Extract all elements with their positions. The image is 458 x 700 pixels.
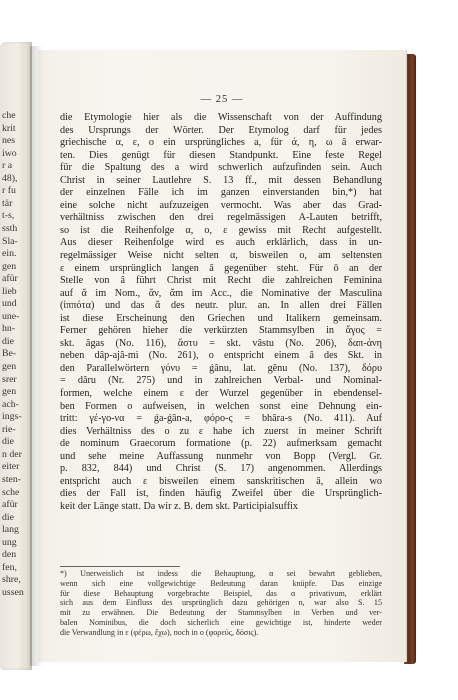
footnote [60,569,382,637]
left-page-fragment: n der [2,448,22,460]
left-page-fragment: eiter [2,461,20,473]
left-page-fragment: Be- [2,348,17,360]
text-line: keit der Länge statt. Da wir z. B. dem skt. Participialsuffix [60,500,299,512]
footnote-line: die Verwandlung in ε (φέρω, ἔχω), noch in ο (φορεύς, δόσις). [60,627,259,637]
left-page-fragment: iwo [2,147,17,159]
previous-page-edge [0,42,32,670]
left-page-fragment: afür [2,499,18,511]
left-page-fragment: ein. [2,248,17,260]
text-line: auf ᾰ im Nom., ᾰν, ᾰm im Acc., die Nominative der Masculina [60,287,382,299]
text-line: griechische α, ε, ο ein ursprüngliches a, für ά, η, ω â erwar- [60,137,382,149]
text-line: dies der Fall ist, finden häufig Zweifel über die Ursprünglich- [60,488,382,500]
left-page-fragment: hn- [2,323,16,335]
text-line: so ist die Reihenfolge α, ο, ε gewiss mit Recht aufgestellt. [60,224,382,236]
left-page-fragment: und [2,298,17,310]
text-line: tritt: γέ-γο-να = ǵa-ǵân-a, φόρο-ς = bhâra-s (No. 411). Auf [60,413,382,425]
left-page-fragment: den [2,549,17,561]
left-page-fragment: Sla- [2,235,18,247]
left-page-fragment: ussen [2,586,24,598]
text-line: neben dâp-ajâ-mi (No. 261), ο entspricht einem â des Skt. in [60,350,382,362]
left-page-fragment: die [2,335,14,347]
text-line: der einzelnen Fälle ich im ganzen einverstanden bin,*) hat [60,187,382,199]
text-line: ist diese Erscheinung den Griechen und Italikern gemeinsam. [60,312,382,324]
text-line: skt. âgas (No. 116), ἄστυ = skt. vâstu (No. 206), δαπ-άνη [60,337,382,349]
text-line: für die Spaltung des a wird schwerlich aufzufinden sein. Auch [60,162,382,174]
main-text [60,112,382,514]
text-line: ben Formen ο aufweisen, in welchen sonst eine Dehnung ein- [60,400,382,412]
text-line: den Parallelwörtern γόνυ = ǵânu, lat. gĕnu (No. 137), δόρυ [60,362,382,374]
page-number: — 25 — [200,94,244,105]
left-page-fragment: r fu [2,185,16,197]
left-page-fragment: gen [2,386,17,398]
book-page [38,50,407,662]
left-page-fragment: 48), [2,172,18,184]
gutter-shadow [30,46,44,666]
left-page-fragment: afür [2,273,18,285]
left-page-fragment: shre, [2,574,21,586]
text-line: verhältniss zwischen den drei regelmässigen A-Lauten betrifft, [60,212,382,224]
left-page-fragment: ssth [2,222,18,234]
text-line: eine solche nicht aufzuzeigen vermocht. Was aber das Grad- [60,199,382,211]
footnote-line: *) Unerweislich ist indess die Behauptung, α sei bewahrt geblieben, [60,569,382,578]
text-line: und sehe meine Auffassung nunmehr von Bopp (Vergl. Gr. [60,450,382,462]
text-line: = dâru (Nr. 275) und in zahlreichen Verbal- und Nominal- [60,375,382,387]
text-line: (ἱππότα) und das ᾰ des neutr. plur. an. In allen drei Fällen [60,300,382,312]
footnote-line: für diese Behauptung vorgebrachte Beispiel, das α privativum, erklärt [60,588,382,598]
left-page-fragment: gen [2,260,17,272]
left-page-fragment: sche [2,486,20,498]
left-page-fragment: une- [2,310,20,322]
left-page-fragment: krit [2,122,16,134]
left-page-fragment: ung [2,536,17,548]
left-page-fragment: ings- [2,411,22,423]
left-page-fragment: nes [2,135,16,147]
left-page-fragment: die [2,436,14,448]
left-page-fragment: lieb [2,285,17,297]
text-line: ten. Dies genügt für diesen Standpunkt. Eine feste Regel [60,149,382,161]
left-page-fragment: gen [2,361,17,372]
left-page-fragment: t-s, [2,210,15,222]
left-page-fragment: fen, [2,561,17,573]
left-page-fragment: die [2,511,14,523]
left-page-fragment: lang [2,524,19,536]
text-line: de nominum Graecorum formatione (p. 22) aufmerksam gemacht [60,438,382,450]
left-page-fragment: ach- [2,398,19,410]
text-line: regelmässiger Weise nicht selten α, bisweilen ο, am seltensten [60,250,382,262]
text-line: ε einem ursprünglich langen â gegenüber steht. Für ō an der [60,262,382,274]
left-page-fragment: rie- [2,423,16,435]
footnote-divider [60,566,180,567]
text-line: dies Verhältniss des ο zu ε habe ich zuerst in meiner Schrift [60,425,382,437]
footnote-line: sich aus dem Einfluss des ursprünglich dazu gehörigen n, war also S. 15 [60,598,382,608]
left-page-fragment: tär [2,197,13,209]
footnote-line: balen Nominibus, die doch sicherlich eine gewichtige ist, hinderte weder [60,617,382,627]
text-line: Christ in seiner Lautlehre S. 13 ff., mit dessen Behandlung [60,174,382,186]
text-line: Stelle von â führt Christ mit Recht die zahlreichen Feminina [60,275,382,287]
text-line: entspricht auch ε bisweilen einem sanskritischen â, allein wo [60,475,382,487]
left-page-fragment: che [2,110,16,121]
footnote-line: mit zu erwähnen. Die Bedeutung der Stammsylben in Verben und ver- [60,608,382,617]
text-line: p. 832, 844) und Christ (S. 17) angenommen. Allerdings [60,463,382,475]
text-line: Ferner gehören hieher die verkürzten Stammsylben in ἄγος = [60,325,382,337]
left-page-fragment: srer [2,373,17,385]
footnote-line: wenn sich eine vollgewichtige Bedeutung daran knüpfe. Das einzige [60,578,382,588]
text-line: Aus dieser Reihenfolge wird es auch erklärlich, dass in un- [60,237,382,249]
text-line: die Etymologie hier als die Wissenschaft von der Auffindung [60,112,382,123]
text-line: des Ursprungs der Wörter. Der Etymolog darf für jedes [60,124,382,136]
left-page-fragment: r a [2,160,13,172]
text-line: formen, welche einem ε der Wurzel gegenüber in ebendensel- [60,388,382,400]
left-page-fragment: sten- [2,473,22,485]
